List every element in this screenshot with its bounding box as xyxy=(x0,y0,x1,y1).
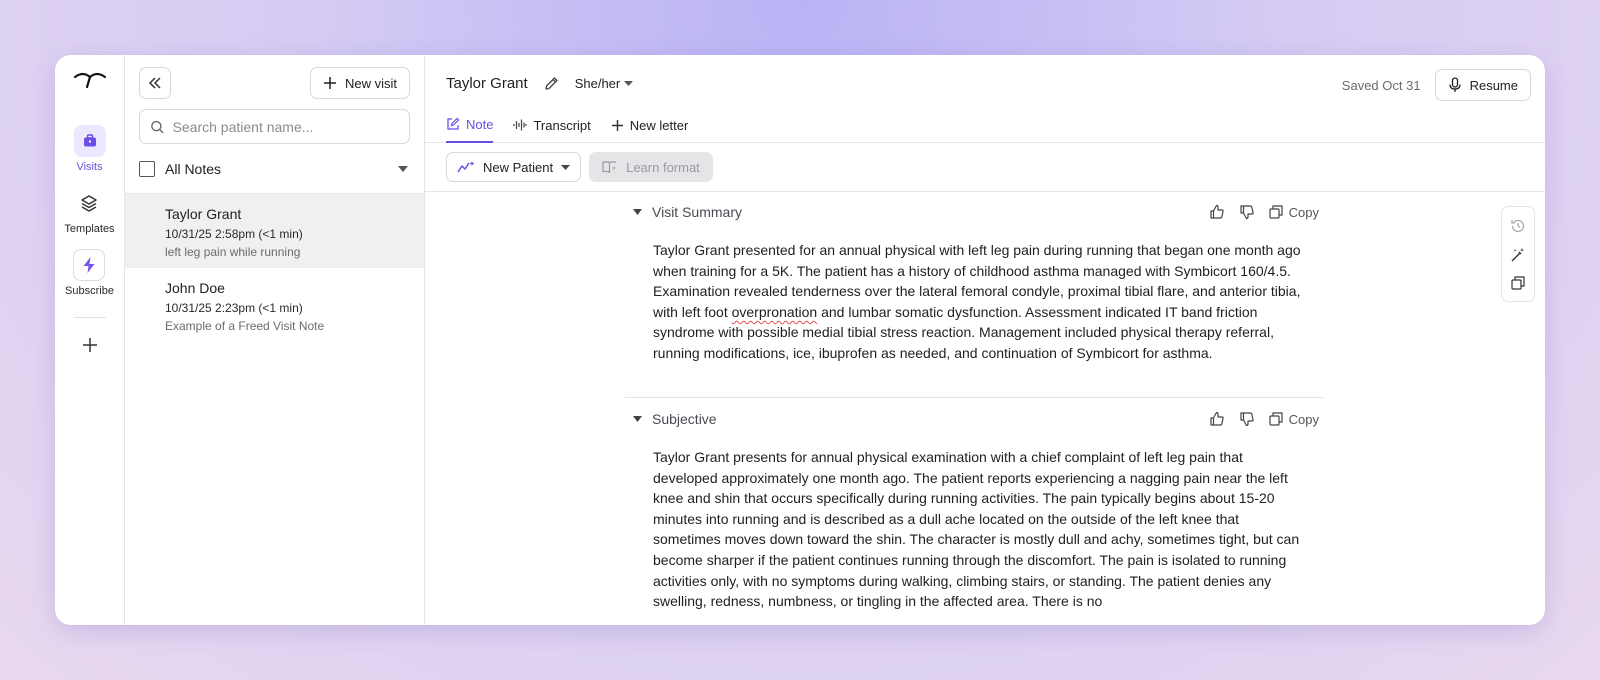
pencil-icon[interactable] xyxy=(544,76,559,91)
app-window xyxy=(55,55,1545,625)
copy-icon xyxy=(1269,205,1283,219)
section-divider xyxy=(625,397,1323,398)
note-description: left leg pain while running xyxy=(165,245,301,259)
new-visit-button[interactable] xyxy=(310,67,410,99)
tab-new-letter[interactable] xyxy=(611,107,689,143)
copy-button[interactable] xyxy=(1269,205,1319,220)
patient-search xyxy=(139,109,410,144)
app-logo-icon xyxy=(73,69,107,93)
rail-label: Subscribe xyxy=(65,285,114,297)
rail-item-subscribe[interactable] xyxy=(65,249,114,297)
briefcase-icon xyxy=(74,125,106,157)
caret-down-icon xyxy=(561,165,570,170)
select-all-checkbox[interactable] xyxy=(139,161,155,177)
search-input[interactable] xyxy=(173,119,399,135)
note-time: 10/31/25 2:23pm (<1 min) xyxy=(165,301,303,315)
rail-item-templates[interactable] xyxy=(64,187,114,235)
thumbs-down-icon[interactable] xyxy=(1239,204,1255,220)
copy-label: Copy xyxy=(1288,411,1319,427)
side-tools xyxy=(1501,206,1535,302)
notes-filter[interactable] xyxy=(125,144,424,194)
learn-format-label: Learn format xyxy=(626,159,700,175)
note-list-item[interactable] xyxy=(125,194,424,268)
section-title: Visit Summary xyxy=(652,204,742,220)
microphone-icon xyxy=(1448,77,1462,93)
sparkle-chart-icon xyxy=(457,160,475,174)
rail-divider xyxy=(74,317,106,318)
resume-label: Resume xyxy=(1469,77,1518,93)
edit-note-icon xyxy=(446,117,460,131)
tab-label: Note xyxy=(466,116,494,132)
tab-label: New letter xyxy=(629,117,689,133)
magic-wand-icon[interactable] xyxy=(1510,247,1526,263)
resume-button[interactable] xyxy=(1435,69,1531,101)
section-body[interactable] xyxy=(625,232,1323,364)
copy-button[interactable] xyxy=(1269,412,1319,427)
filter-label: All Notes xyxy=(165,160,222,177)
rail-item-visits[interactable] xyxy=(74,125,106,173)
note-time: 10/31/25 2:58pm (<1 min) xyxy=(165,227,303,241)
spellcheck-word[interactable]: overpronation xyxy=(731,303,818,320)
pronouns-dropdown[interactable] xyxy=(575,76,634,91)
rail-label: Templates xyxy=(64,223,115,235)
history-icon[interactable] xyxy=(1510,218,1526,234)
lightning-icon xyxy=(73,249,105,281)
body-text: Taylor Grant presented for an annual physical with left leg pain during running that began one month ago when training for a 5K. The patient has a history of childhood asthma managed with Symbicort 160/4.5. Examination revealed tenderness over the lateral femoral condyle, proximal tibial flare, and anterior tibia, with left foot xyxy=(653,242,1301,320)
tab-transcript[interactable] xyxy=(513,107,590,143)
learn-format-button[interactable] xyxy=(589,152,713,182)
tab-note[interactable] xyxy=(446,107,493,143)
copy-icon xyxy=(1269,412,1283,426)
plus-icon xyxy=(323,76,337,90)
new-visit-label: New visit xyxy=(344,75,397,91)
layers-icon xyxy=(73,187,105,219)
section-title: Subjective xyxy=(652,411,717,427)
note-description: Example of a Freed Visit Note xyxy=(165,319,325,333)
tab-label: Transcript xyxy=(533,117,591,133)
nav-rail xyxy=(55,55,125,625)
body-text: and lumbar somatic dysfunction. Assessment indicated IT band friction syndrome with possible medial tibial stress reaction. Management included physical therapy referral, running modifications, ice, ibuprofen as needed, and continuation of Symbicort for asthma. xyxy=(653,303,1274,361)
note-toolbar xyxy=(425,143,1545,192)
note-patient-name: John Doe xyxy=(165,280,225,296)
notes-sidebar xyxy=(125,55,425,625)
section-visit-summary xyxy=(625,192,1323,364)
note-content xyxy=(425,192,1545,625)
thumbs-down-icon[interactable] xyxy=(1239,411,1255,427)
template-dropdown[interactable] xyxy=(446,152,581,182)
caret-down-icon xyxy=(624,81,633,86)
copy-all-icon[interactable] xyxy=(1511,276,1525,290)
plus-icon xyxy=(81,336,99,354)
plus-icon xyxy=(611,119,624,132)
note-patient-name: Taylor Grant xyxy=(165,206,242,222)
note-header xyxy=(425,55,1545,143)
waveform-icon xyxy=(513,118,527,132)
copy-label: Copy xyxy=(1288,204,1319,220)
rail-label: Visits xyxy=(76,161,103,173)
search-icon xyxy=(150,119,165,135)
note-editor xyxy=(425,55,1545,625)
rail-add-button[interactable] xyxy=(81,336,99,354)
patient-name: Taylor Grant xyxy=(446,75,528,92)
template-label: New Patient xyxy=(483,159,554,175)
thumbs-up-icon[interactable] xyxy=(1209,411,1225,427)
thumbs-up-icon[interactable] xyxy=(1209,204,1225,220)
collapse-caret-icon[interactable] xyxy=(633,209,642,215)
chevrons-left-icon xyxy=(147,75,163,91)
note-list-item[interactable] xyxy=(125,268,424,342)
section-body[interactable]: Taylor Grant presents for annual physical examination with a chief complaint of left leg pain that developed approximately one month ago. The patient reports experiencing a nagging pain near the left knee and shin that occurs specifically during running activities. The pain typically begins about 15-20 minutes into running and is described as a dull ache located on the outside of the left knee that sometimes moves down toward the shin. The character is mostly dull and achy, sometimes tight, but can become sharper if the patient continues running through the discomfort. The pain is isolated to running activities only, with no symptoms during walking, climbing stairs, or standing. The patient denies any swelling, redness, numbness, or tingling in the affected area. There is no xyxy=(653,449,1300,610)
section-subjective xyxy=(625,399,1323,612)
book-sparkle-icon xyxy=(602,160,618,174)
collapse-caret-icon[interactable] xyxy=(633,416,642,422)
note-tabs xyxy=(446,107,688,143)
pronouns-label: She/her xyxy=(574,76,621,91)
saved-status: Saved Oct 31 xyxy=(1341,77,1421,93)
collapse-sidebar-button[interactable] xyxy=(139,67,171,99)
caret-down-icon xyxy=(398,166,408,172)
